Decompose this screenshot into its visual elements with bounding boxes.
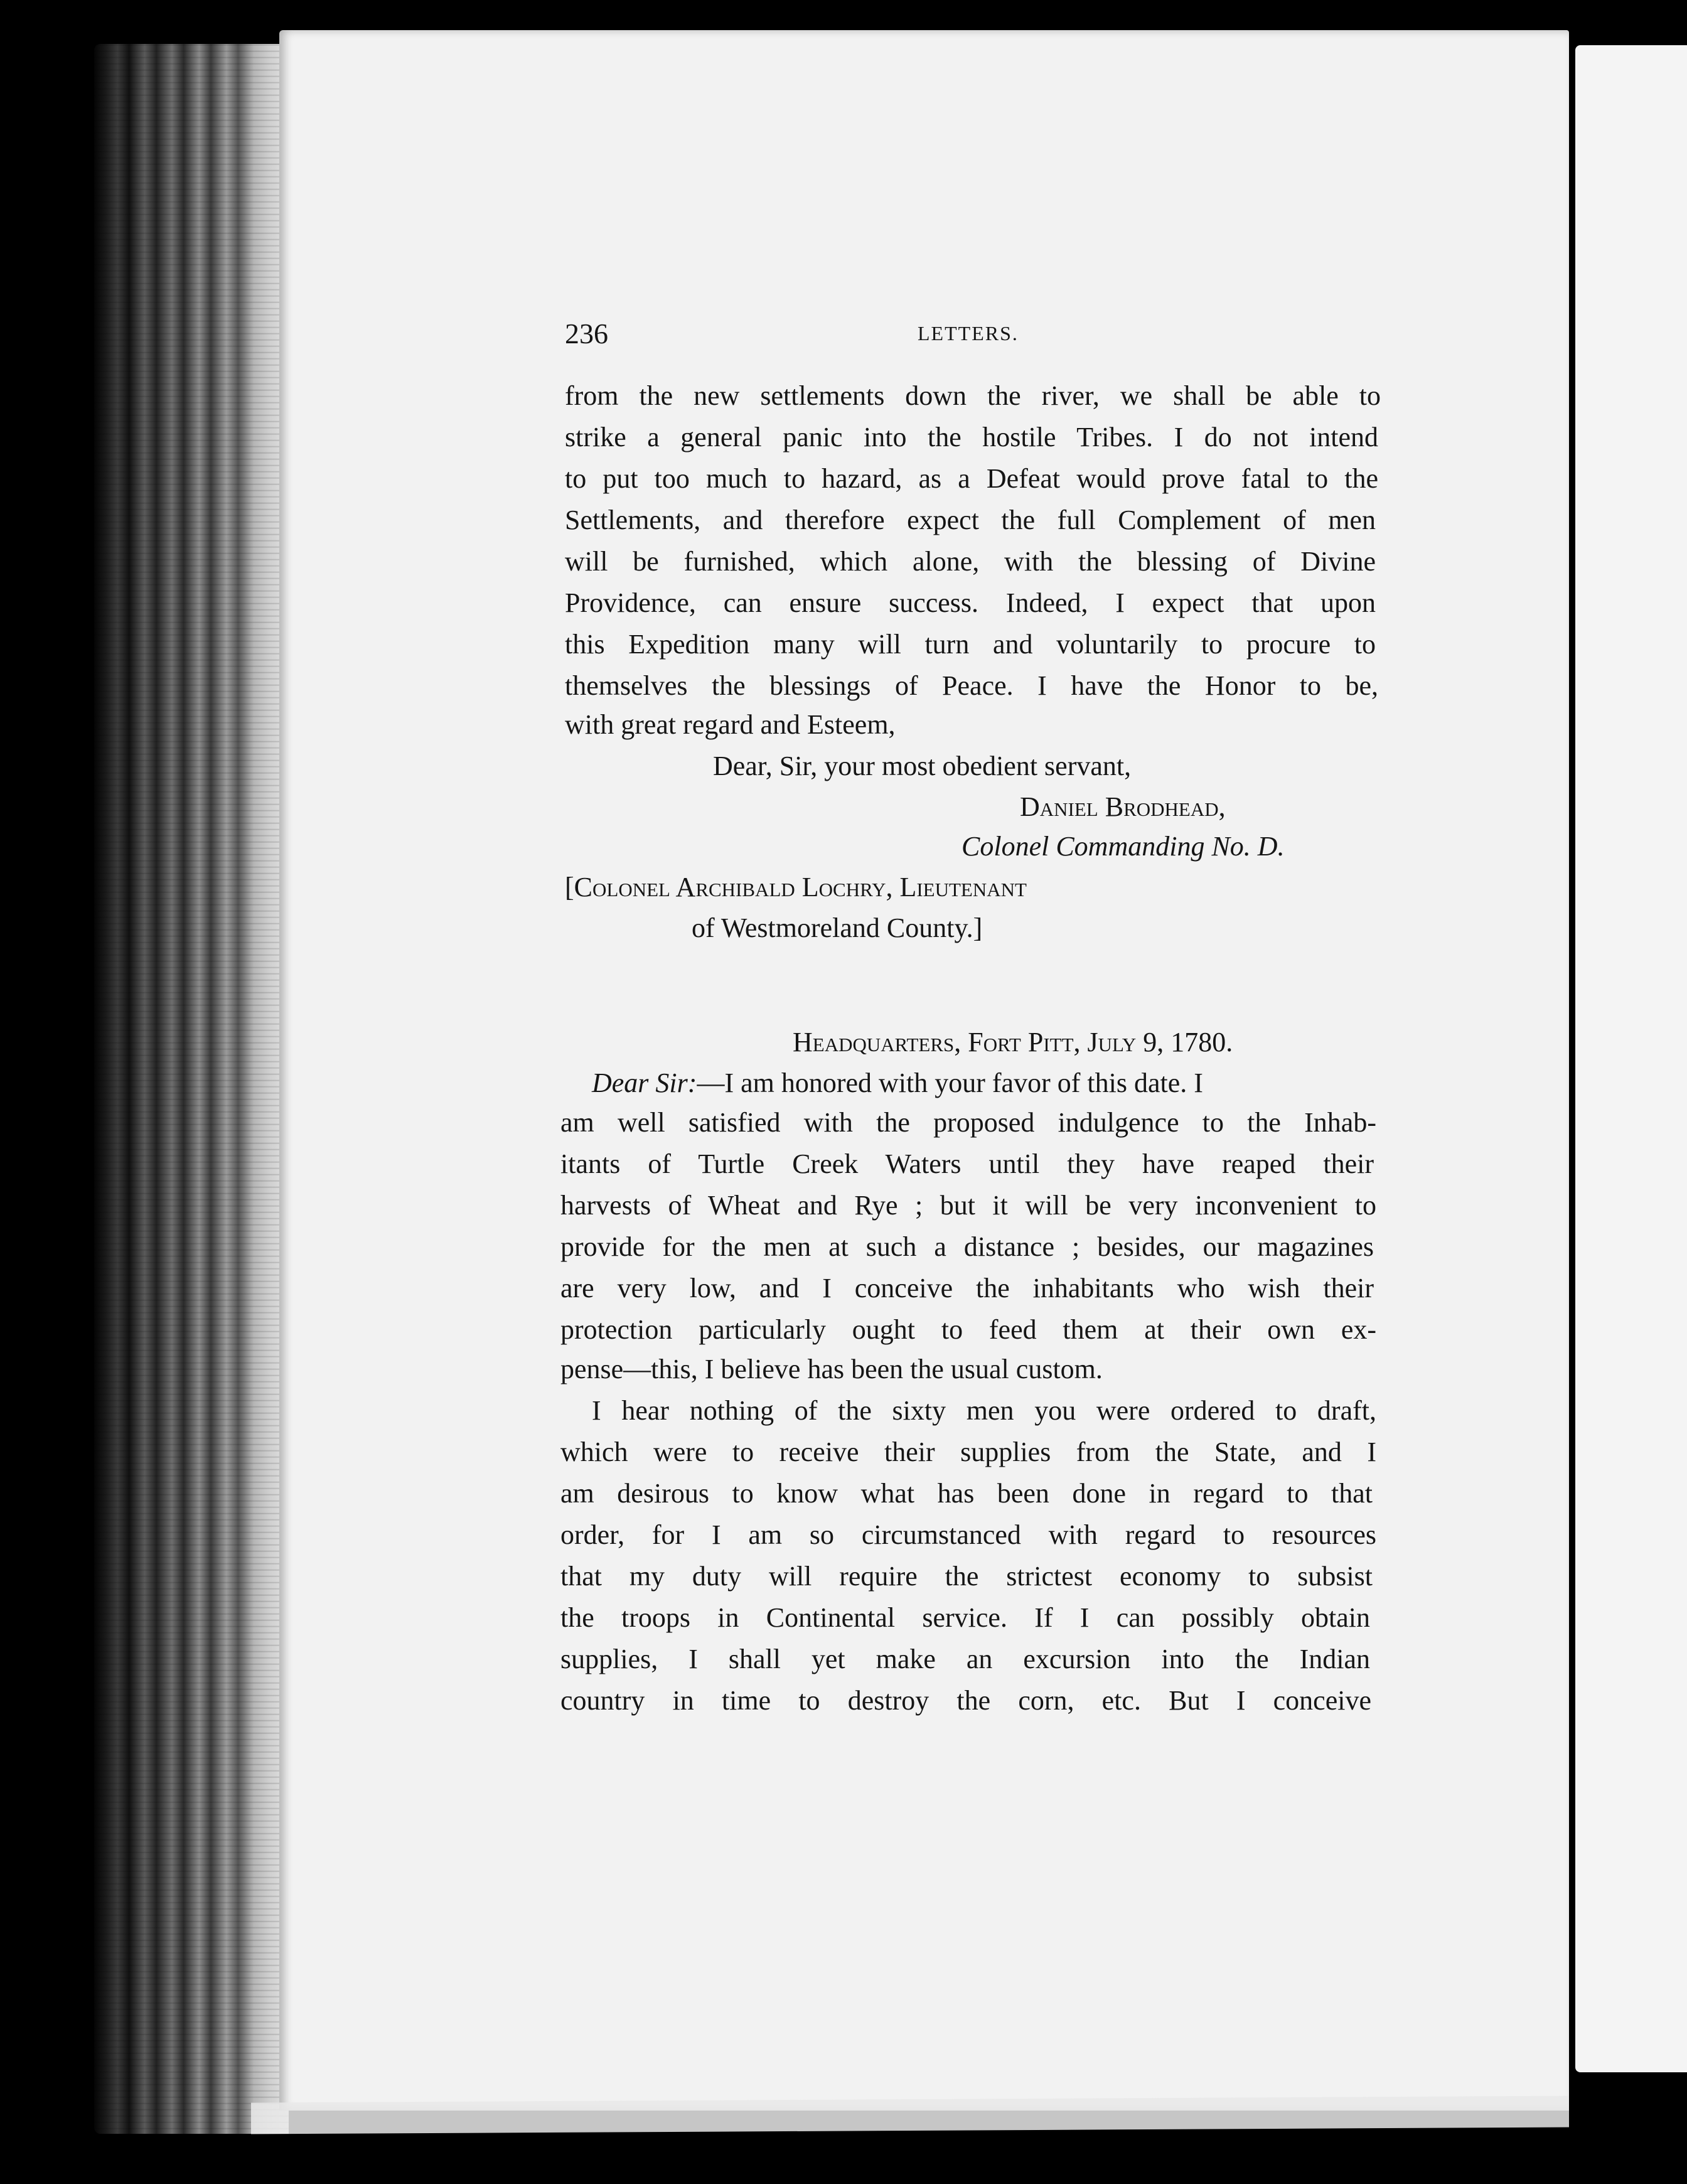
page-number: 236 bbox=[565, 318, 608, 350]
text-line: will be furnished, which alone, with the blessing of Divine bbox=[565, 546, 1376, 577]
text-line: am desirous to know what has been done in regard to that bbox=[560, 1478, 1373, 1509]
salutation: Dear Sir: bbox=[592, 1068, 697, 1098]
text-line: protection particularly ought to feed them at their own ex- bbox=[560, 1314, 1376, 1345]
page-header bbox=[565, 317, 1381, 355]
closing: Dear, Sir, your most obedient servant, bbox=[713, 751, 1132, 781]
dateline: Headquarters, Fort Pitt, July 9, 1780. bbox=[793, 1027, 1233, 1057]
facing-page-edge bbox=[1575, 45, 1687, 2072]
text-line: pense—this, I believe has been the usual custom. bbox=[560, 1354, 1103, 1384]
running-head: LETTERS. bbox=[918, 322, 1019, 345]
text-line: that my duty will require the strictest economy to subsist bbox=[560, 1561, 1373, 1592]
text-line: Settlements, and therefore expect the full Complement of men bbox=[565, 505, 1376, 535]
text-line: strike a general panic into the hostile Tribes. I do not intend bbox=[565, 422, 1378, 452]
text-line: harvests of Wheat and Rye ; but it will be very inconvenient to bbox=[560, 1190, 1376, 1221]
book-page-edges bbox=[94, 44, 289, 2134]
text-line: provide for the men at such a distance ; besides, our magazines bbox=[560, 1231, 1374, 1262]
page-bottom-edge bbox=[251, 2096, 1569, 2134]
text-line: itants of Turtle Creek Waters until they have reaped their bbox=[560, 1148, 1374, 1179]
text-line: this Expedition many will turn and voluntarily to procure to bbox=[565, 629, 1376, 660]
text-line: order, for I am so circumstanced with regard to resources bbox=[560, 1519, 1376, 1550]
signature-name: Daniel Brodhead, bbox=[1020, 791, 1226, 822]
text-line: from the new settlements down the river, we shall be able to bbox=[565, 380, 1381, 411]
text-line: supplies, I shall yet make an excursion into the Indian bbox=[560, 1644, 1370, 1674]
text-line: with great regard and Esteem, bbox=[565, 709, 896, 740]
text-line: themselves the blessings of Peace. I have the Honor to be, bbox=[565, 670, 1378, 701]
salutation-rest: —I am honored with your favor of this date. I bbox=[697, 1068, 1203, 1098]
text-line: am well satisfied with the proposed indulgence to the Inhab- bbox=[560, 1107, 1376, 1138]
text-line: I hear nothing of the sixty men you were ordered to draft, bbox=[592, 1395, 1376, 1426]
salutation-line bbox=[592, 1067, 1203, 1099]
text-line: the troops in Continental service. If I can possibly obtain bbox=[560, 1602, 1370, 1633]
text-line: are very low, and I conceive the inhabitants who wish their bbox=[560, 1273, 1374, 1303]
text-line: to put too much to hazard, as a Defeat would prove fatal to the bbox=[565, 463, 1378, 494]
text-line: which were to receive their supplies from the State, and I bbox=[560, 1437, 1376, 1467]
addressee-line: of Westmoreland County.] bbox=[692, 913, 983, 943]
addressee-line: [Colonel Archibald Lochry, Lieutenant bbox=[565, 872, 1027, 902]
text-line: country in time to destroy the corn, etc. But I conceive bbox=[560, 1685, 1371, 1716]
text-line: Providence, can ensure success. Indeed, I expect that upon bbox=[565, 587, 1376, 618]
signature-title: Colonel Commanding No. D. bbox=[961, 831, 1285, 862]
